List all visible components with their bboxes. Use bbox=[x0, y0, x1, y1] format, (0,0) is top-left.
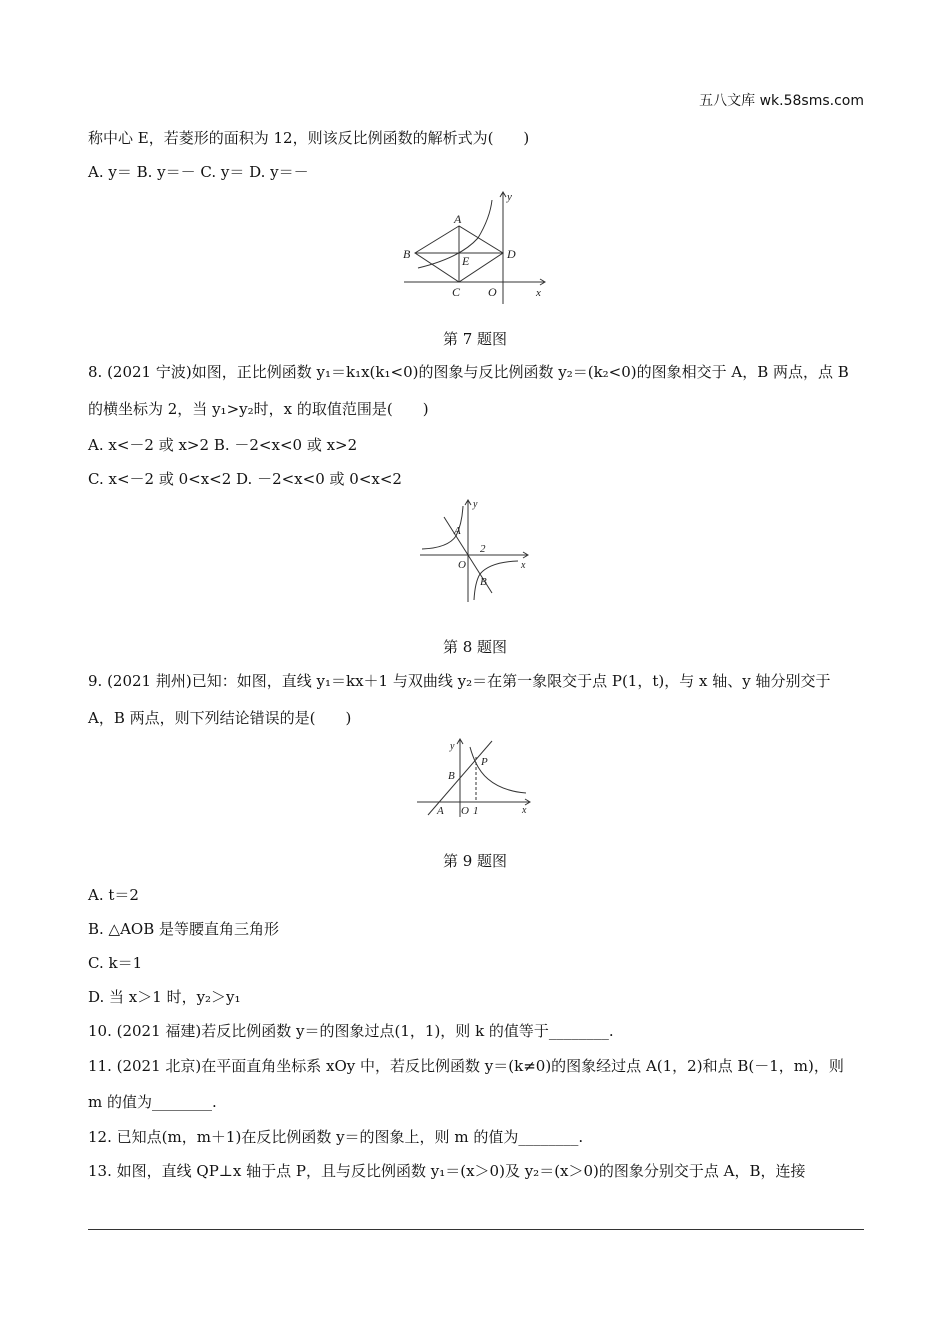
q11-text-line2: m 的值为________. bbox=[88, 1093, 217, 1111]
q11-text-line1: 11. (2021 北京)在平面直角坐标系 xOy 中，若反比例函数 y＝(k≠0)的图象经过点 A(1，2)和点 B(－1，m)，则 bbox=[88, 1057, 844, 1075]
q8-label-y: y bbox=[473, 499, 478, 510]
q8-label-x: x bbox=[521, 560, 526, 571]
q8-options-cd: C. x<－2 或 0<x<2 D. －2<x<0 或 0<x<2 bbox=[88, 470, 402, 488]
q9-caption: 第 9 题图 bbox=[442, 852, 508, 870]
q8-label-B: B bbox=[480, 576, 487, 588]
q9-label-x: x bbox=[522, 805, 527, 816]
q9-label-A: A bbox=[437, 805, 444, 817]
q7-caption: 第 7 题图 bbox=[442, 330, 508, 348]
q8-text-line1: 8. (2021 宁波)如图，正比例函数 y₁＝k₁x(k₁<0)的图象与反比例函数 y₂＝(k₂<0)的图象相交于 A，B 两点，点 B bbox=[88, 363, 849, 381]
q7-label-D: D bbox=[507, 247, 516, 261]
q7-options: A. y＝ B. y＝－ C. y＝ D. y＝－ bbox=[88, 163, 309, 181]
q12-text: 12. 已知点(m，m＋1)在反比例函数 y＝的图象上，则 m 的值为________. bbox=[88, 1128, 584, 1146]
footer-rule bbox=[88, 1229, 864, 1230]
header-watermark: 五八文库 wk.58sms.com bbox=[699, 93, 864, 109]
q9-figure bbox=[414, 735, 534, 819]
q8-label-A: A bbox=[454, 525, 461, 537]
q8-label-O: O bbox=[458, 559, 466, 571]
q8-figure bbox=[418, 494, 533, 606]
q7-label-A: A bbox=[454, 212, 462, 226]
q8-options-ab: A. x<－2 或 x>2 B. －2<x<0 或 x>2 bbox=[88, 436, 358, 454]
q10-text: 10. (2021 福建)若反比例函数 y＝的图象过点(1，1)，则 k 的值等于________. bbox=[88, 1022, 614, 1040]
q9-option-c: C. k＝1 bbox=[88, 954, 143, 972]
q9-label-1: 1 bbox=[473, 805, 479, 817]
q9-option-a: A. t＝2 bbox=[88, 886, 139, 904]
q7-text: 称中心 E，若菱形的面积为 12，则该反比例函数的解析式为( ) bbox=[88, 129, 530, 147]
q9-option-d: D. 当 x＞1 时，y₂＞y₁ bbox=[88, 988, 241, 1006]
q7-label-O: O bbox=[488, 285, 497, 299]
q9-option-b: B. △AOB 是等腰直角三角形 bbox=[88, 920, 280, 938]
q9-label-P: P bbox=[481, 756, 488, 768]
q8-caption: 第 8 题图 bbox=[442, 638, 508, 656]
q8-label-2: 2 bbox=[480, 543, 486, 555]
q13-text: 13. 如图，直线 QP⊥x 轴于点 P，且与反比例函数 y₁＝(x＞0)及 y₂＝(x＞0)的图象分别交于点 A，B，连接 bbox=[88, 1162, 806, 1180]
q9-label-B: B bbox=[448, 770, 455, 782]
q7-figure bbox=[400, 188, 550, 306]
q9-label-y: y bbox=[450, 741, 455, 752]
q9-label-O: O bbox=[461, 805, 469, 817]
q7-label-B: B bbox=[403, 247, 411, 261]
q7-label-x: x bbox=[536, 287, 541, 299]
q8-text-line2: 的横坐标为 2，当 y₁>y₂时，x 的取值范围是( ) bbox=[88, 400, 429, 418]
q7-label-E: E bbox=[462, 254, 470, 268]
q9-text-line1: 9. (2021 荆州)已知：如图，直线 y₁＝kx＋1 与双曲线 y₂＝在第一象限交于点 P(1，t)，与 x 轴、y 轴分别交于 bbox=[88, 672, 831, 690]
q7-label-y: y bbox=[507, 191, 512, 203]
q7-label-C: C bbox=[452, 285, 461, 299]
q9-text-line2: A，B 两点，则下列结论错误的是( ) bbox=[88, 709, 352, 727]
